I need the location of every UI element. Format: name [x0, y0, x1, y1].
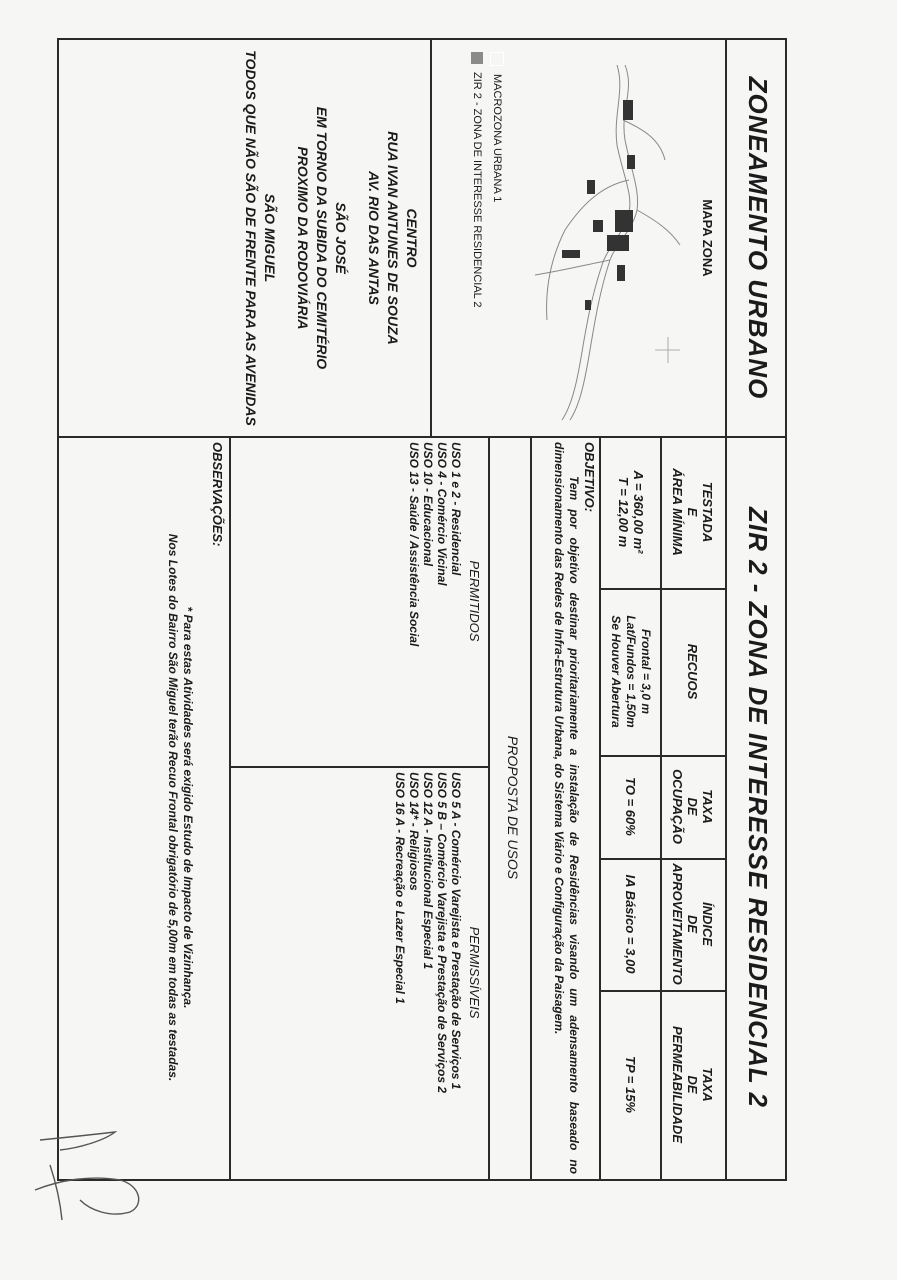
map-label: MAPA ZONA	[700, 199, 715, 277]
zone-map	[520, 60, 695, 430]
param-value-ocupacao: TO = 60%	[623, 777, 639, 836]
permissivel-item: USO 14* - Religiosos	[407, 772, 421, 891]
header-divider	[725, 40, 727, 1179]
location-line: SÃO MIGUEL	[262, 193, 278, 283]
legend-label: ZIR 2 - ZONA DE INTERESSE RESIDENCIAL 2	[471, 72, 483, 308]
legend-item	[489, 52, 505, 432]
usos-divider	[229, 436, 231, 1179]
permissiveis-list	[393, 772, 463, 1174]
observacao-line: Nos Lotes do Bairro São Miguel terão Recuo Frontal obrigatório de 5,00m em todas as testadas.	[166, 533, 180, 1082]
usos-col-divider	[231, 766, 490, 768]
permissivel-item: USO 5 B – Comércio Varejista e Prestação de Serviços 2	[435, 772, 449, 1094]
objetivo-text: Tem por objetivo destinar prioritariamente a instalação de Residências visando um adensamento baseado no dimensionamento das Redes de Infra-Estrutura Urbana, do Sistema Viário e Configuração da Paisagem.	[552, 442, 581, 1174]
permitidos-label: PERMITIDOS	[467, 560, 482, 642]
param-header-testada: TESTADA E ÁREA MÍNIMA	[670, 468, 716, 556]
objetivo-divider	[530, 436, 532, 1179]
map-legend	[469, 52, 505, 432]
map-divider	[430, 40, 432, 436]
param-value-aproveitamento: IA Básico = 3,00	[623, 874, 639, 974]
permitidos-list	[407, 442, 463, 762]
observacoes-list	[165, 436, 195, 1179]
legend-swatch	[490, 52, 504, 66]
location-line: CENTRO	[404, 208, 420, 268]
param-header-recuos: RECUOS	[685, 643, 701, 700]
permitido-item: USO 1 e 2 - Residencial	[449, 442, 463, 576]
legend-swatch	[471, 52, 483, 64]
location-line: RUA IVAN ANTUNES DE SOUZA	[385, 131, 401, 345]
signature	[20, 1120, 160, 1230]
param-header-permeabilidade: TAXA DE PERMEABILIDADE	[670, 1025, 716, 1143]
legend-item	[469, 52, 485, 432]
location-line: TODOS QUE NÃO SÃO DE FRENTE PARA AS AVENIDAS	[243, 50, 259, 426]
param-value-testada: A = 360,00 m² T = 12,00 m	[616, 470, 646, 554]
zone-title: ZIR 2 - ZONA DE INTERESSE RESIDENCIAL 2	[743, 507, 773, 1108]
locations-list	[241, 40, 421, 436]
observacao-line: * Para estas Atividades será exigido Estudo de Impacto de Vizinhança.	[181, 606, 195, 1009]
permitido-item: USO 10 - Educacional	[421, 442, 435, 567]
permissiveis-label: PERMISSÍVEIS	[467, 926, 482, 1019]
usos-title: PROPOSTA DE USOS	[505, 735, 521, 880]
param-value-permeabilidade: TP = 15%	[623, 1056, 639, 1113]
permitido-item: USO 13 - Saúde / Assistência Social	[407, 442, 421, 647]
permitido-item: USO 4 - Comércio Vicinal	[435, 442, 449, 586]
page-title: ZONEAMENTO URBANO	[743, 76, 773, 400]
permissivel-item: USO 16 A - Recreação e Lazer Especial 1	[393, 772, 407, 1004]
location-line: AV. RIO DAS ANTAS	[366, 171, 382, 305]
params-divider	[599, 436, 601, 1179]
observacoes-label: OBSERVAÇÕES:	[210, 442, 225, 547]
location-line: EM TORNO DA SUBIDA DO CEMITÉRIO	[314, 106, 330, 370]
permissivel-item: USO 5 A - Comércio Varejista e Prestação de Serviços 1	[449, 772, 463, 1090]
objetivo-label: OBJETIVO:	[582, 442, 597, 513]
location-line: SÃO JOSÉ	[333, 202, 349, 274]
param-header-aproveitamento: ÍNDICE DE APROVEITAMENTO	[670, 863, 716, 985]
legend-label: MACROZONA URBANA 1	[491, 74, 503, 203]
param-value-recuos: Frontal = 3,0 m Lat/Fundos = 1,50m Se Houver Abertura	[609, 615, 654, 728]
permissivel-item: USO 12 A - Institucional Especial 1	[421, 772, 435, 970]
usos-title-divider	[488, 436, 490, 1179]
document-frame	[57, 38, 787, 1181]
param-row-divider	[660, 436, 662, 1179]
location-line: PROXIMO DA RODOVIÁRIA	[295, 146, 311, 330]
param-header-ocupacao: TAXA DE OCUPAÇÃO	[670, 769, 716, 844]
